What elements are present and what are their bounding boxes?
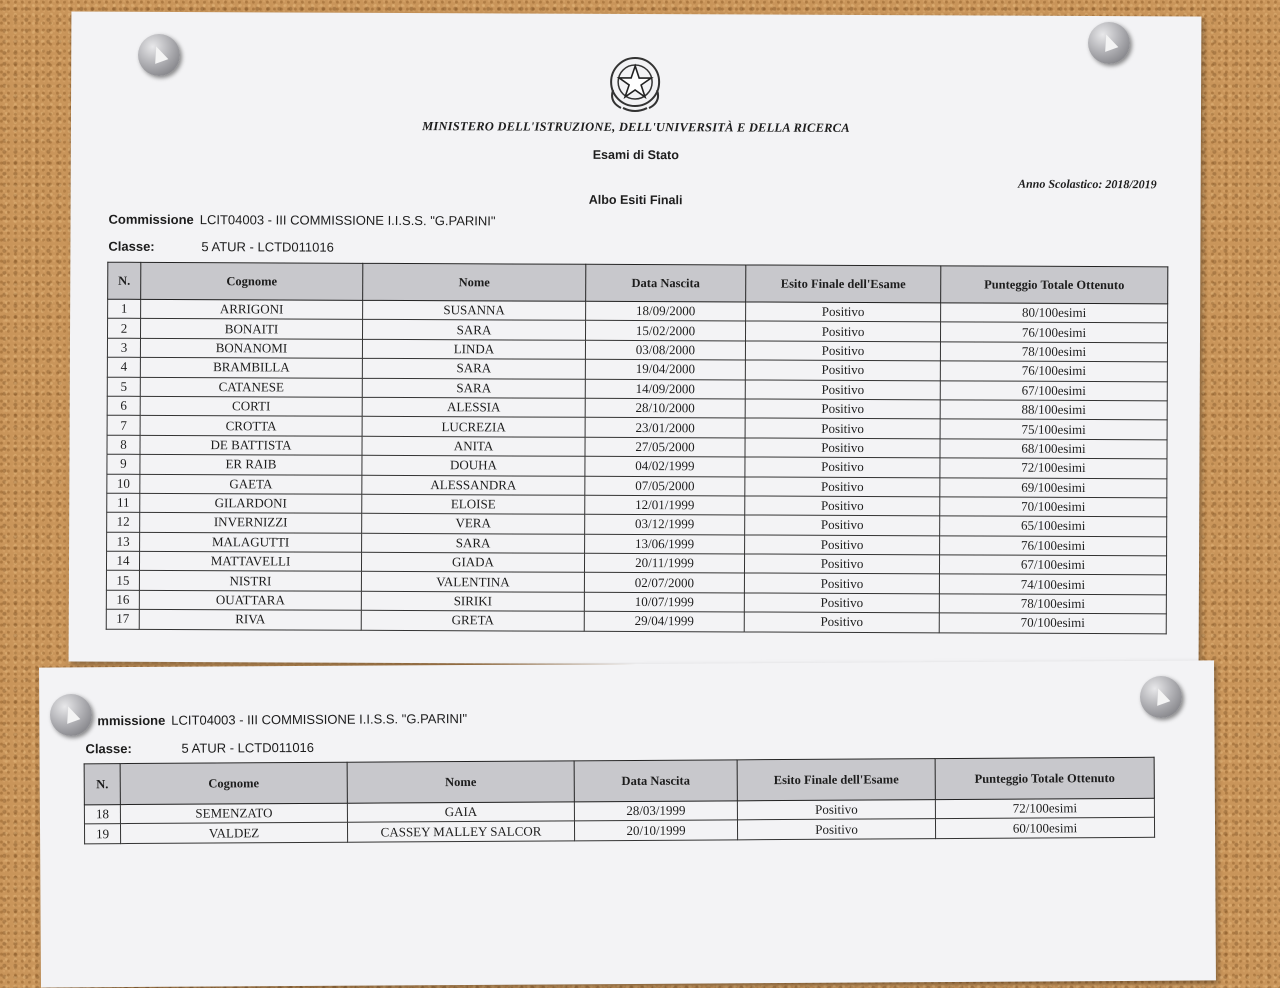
score-cell: 60/100esimi: [935, 818, 1154, 839]
row-number: 18: [84, 805, 120, 825]
row-number: 19: [84, 824, 120, 844]
surname-cell: RIVA: [139, 610, 361, 630]
surname-cell: MATTAVELLI: [139, 551, 361, 571]
row-number: 17: [106, 609, 139, 629]
row-number: 7: [107, 416, 140, 436]
score-cell: 72/100esimi: [935, 798, 1154, 819]
commission-line: [97, 711, 467, 728]
table-header-row: [108, 262, 1168, 304]
birthdate-cell: 02/07/2000: [584, 573, 744, 593]
birthdate-cell: 04/02/1999: [585, 456, 745, 476]
outcome-cell: Positivo: [745, 457, 940, 477]
outcome-cell: Positivo: [745, 515, 940, 535]
birthdate-cell: 18/09/2000: [586, 301, 746, 321]
outcome-cell: Positivo: [744, 612, 939, 632]
row-number: 6: [107, 396, 140, 416]
score-cell: 78/100esimi: [940, 342, 1167, 362]
row-number: 2: [107, 319, 140, 339]
col-name-header: Nome: [363, 263, 586, 301]
outcome-cell: Positivo: [745, 418, 940, 438]
outcome-cell: Positivo: [745, 360, 940, 380]
col-surname-header: Cognome: [141, 262, 363, 300]
name-cell: SUSANNA: [363, 300, 586, 320]
name-cell: SIRIKI: [361, 591, 584, 611]
score-cell: 65/100esimi: [940, 516, 1167, 536]
name-cell: GAIA: [347, 802, 574, 823]
class-label: Classe:: [108, 238, 155, 254]
col-birthdate-header: Data Nascita: [586, 264, 746, 302]
surname-cell: INVERNIZZI: [140, 513, 362, 533]
class-value: 5 ATUR - LCTD011016: [181, 739, 315, 756]
name-cell: LINDA: [362, 339, 585, 359]
row-number: 12: [107, 512, 140, 532]
class-line: [85, 740, 314, 756]
col-number-header: N.: [108, 262, 141, 299]
row-number: 16: [106, 590, 139, 610]
name-cell: GIADA: [361, 552, 584, 572]
row-number: 14: [106, 551, 139, 571]
class-line: [108, 239, 334, 255]
thumbtack-icon: [1088, 22, 1130, 64]
birthdate-cell: 28/03/1999: [574, 801, 737, 821]
table-row: [106, 609, 1166, 633]
birthdate-cell: 20/10/1999: [574, 820, 737, 840]
row-number: 15: [106, 571, 139, 591]
outcome-cell: Positivo: [744, 593, 939, 613]
results-sheet-page-2: [39, 660, 1216, 987]
name-cell: CASSEY MALLEY SALCOR: [347, 821, 574, 842]
outcome-cell: Positivo: [745, 341, 940, 361]
outcome-cell: Positivo: [744, 573, 939, 593]
col-number-header: N.: [84, 764, 120, 805]
row-number: 10: [107, 474, 140, 494]
commission-line: [108, 212, 495, 229]
score-cell: 75/100esimi: [940, 419, 1167, 439]
name-cell: VERA: [362, 514, 585, 534]
document-title: Albo Esiti Finali: [588, 192, 683, 208]
outcome-cell: Positivo: [745, 380, 940, 400]
results-table: [106, 262, 1169, 634]
col-birthdate-header: Data Nascita: [574, 760, 737, 802]
name-cell: ALESSIA: [362, 397, 585, 417]
surname-cell: ARRIGONI: [141, 299, 363, 319]
row-number: 11: [107, 493, 140, 513]
name-cell: SARA: [362, 378, 585, 398]
outcome-cell: Positivo: [745, 399, 940, 419]
score-cell: 78/100esimi: [939, 594, 1166, 614]
outcome-cell: Positivo: [745, 496, 940, 516]
surname-cell: MALAGUTTI: [140, 532, 362, 552]
score-cell: 76/100esimi: [940, 322, 1167, 342]
birthdate-cell: 13/06/1999: [585, 534, 745, 554]
commission-value: LCIT04003 - III COMMISSIONE I.I.S.S. "G.PARINI": [171, 710, 468, 728]
row-number: 9: [107, 454, 140, 474]
row-number: 3: [107, 338, 140, 358]
commission-value: LCIT04003 - III COMMISSIONE I.I.S.S. "G.PARINI": [199, 212, 496, 229]
name-cell: SARA: [362, 320, 585, 340]
score-cell: 80/100esimi: [941, 303, 1168, 323]
surname-cell: OUATTARA: [139, 590, 361, 610]
score-cell: 70/100esimi: [940, 497, 1167, 517]
surname-cell: BONAITI: [140, 319, 362, 339]
birthdate-cell: 12/01/1999: [585, 495, 745, 515]
score-cell: 76/100esimi: [940, 361, 1167, 381]
commission-label: Commissione: [108, 211, 194, 228]
score-cell: 76/100esimi: [940, 536, 1167, 556]
class-label: Classe:: [85, 741, 132, 757]
class-value: 5 ATUR - LCTD011016: [201, 239, 334, 255]
row-number: 8: [107, 435, 140, 455]
name-cell: LUCREZIA: [362, 417, 585, 437]
outcome-cell: Positivo: [745, 321, 940, 341]
score-cell: 74/100esimi: [939, 574, 1166, 594]
col-name-header: Nome: [347, 761, 574, 803]
score-cell: 72/100esimi: [940, 458, 1167, 478]
surname-cell: SEMENZATO: [120, 803, 347, 824]
birthdate-cell: 10/07/1999: [584, 592, 744, 612]
birthdate-cell: 03/08/2000: [585, 340, 745, 360]
results-table-continued: [84, 757, 1155, 844]
outcome-cell: Positivo: [745, 476, 940, 496]
birthdate-cell: 29/04/1999: [584, 612, 744, 632]
score-cell: 69/100esimi: [940, 477, 1167, 497]
name-cell: SARA: [362, 533, 585, 553]
row-number: 13: [107, 532, 140, 552]
thumbtack-icon: [1140, 676, 1182, 718]
results-sheet-page-1: [69, 12, 1202, 667]
birthdate-cell: 19/04/2000: [585, 359, 745, 379]
row-number: 1: [108, 299, 141, 319]
birthdate-cell: 28/10/2000: [585, 398, 745, 418]
surname-cell: CATANESE: [140, 377, 362, 397]
row-number: 5: [107, 377, 140, 397]
surname-cell: GILARDONI: [140, 493, 362, 513]
col-surname-header: Cognome: [120, 762, 347, 804]
surname-cell: DE BATTISTA: [140, 435, 362, 455]
outcome-cell: Positivo: [746, 302, 941, 322]
exam-type: Esami di Stato: [592, 147, 679, 163]
name-cell: GRETA: [361, 611, 584, 631]
score-cell: 88/100esimi: [940, 400, 1167, 420]
thumbtack-icon: [50, 694, 92, 736]
birthdate-cell: 23/01/2000: [585, 418, 745, 438]
outcome-cell: Positivo: [745, 535, 940, 555]
surname-cell: NISTRI: [139, 571, 361, 591]
col-outcome-header: Esito Finale dell'Esame: [737, 759, 935, 801]
outcome-cell: Positivo: [737, 800, 935, 821]
birthdate-cell: 07/05/2000: [585, 476, 745, 496]
birthdate-cell: 15/02/2000: [585, 321, 745, 341]
name-cell: ALESSANDRA: [362, 475, 585, 495]
surname-cell: BONANOMI: [140, 338, 362, 358]
col-score-header: Punteggio Totale Ottenuto: [935, 757, 1154, 799]
score-cell: 70/100esimi: [939, 613, 1166, 633]
birthdate-cell: 14/09/2000: [585, 379, 745, 399]
score-cell: 67/100esimi: [940, 380, 1167, 400]
outcome-cell: Positivo: [744, 554, 939, 574]
surname-cell: VALDEZ: [120, 823, 347, 844]
birthdate-cell: 03/12/1999: [585, 515, 745, 535]
name-cell: VALENTINA: [361, 572, 584, 592]
name-cell: ELOISE: [362, 494, 585, 514]
republic-emblem-icon: [605, 52, 665, 116]
outcome-cell: Positivo: [737, 819, 935, 840]
birthdate-cell: 27/05/2000: [585, 437, 745, 457]
outcome-cell: Positivo: [745, 438, 940, 458]
row-number: 4: [107, 357, 140, 377]
surname-cell: GAETA: [140, 474, 362, 494]
commission-label: mmissione: [97, 712, 166, 729]
score-cell: 68/100esimi: [940, 439, 1167, 459]
name-cell: ANITA: [362, 436, 585, 456]
name-cell: DOUHA: [362, 455, 585, 475]
ministry-heading: MINISTERO DELL'ISTRUZIONE, DELL'UNIVERSITÀ E DELLA RICERCA: [422, 119, 850, 135]
surname-cell: CORTI: [140, 396, 362, 416]
name-cell: SARA: [362, 358, 585, 378]
surname-cell: BRAMBILLA: [140, 358, 362, 378]
school-year: Anno Scolastico: 2018/2019: [1017, 176, 1157, 192]
score-cell: 67/100esimi: [939, 555, 1166, 575]
thumbtack-icon: [138, 34, 180, 76]
surname-cell: CROTTA: [140, 416, 362, 436]
col-outcome-header: Esito Finale dell'Esame: [746, 265, 941, 303]
table-header-row: [84, 757, 1154, 805]
surname-cell: ER RAIB: [140, 454, 362, 474]
col-score-header: Punteggio Totale Ottenuto: [941, 266, 1168, 304]
birthdate-cell: 20/11/1999: [584, 553, 744, 573]
